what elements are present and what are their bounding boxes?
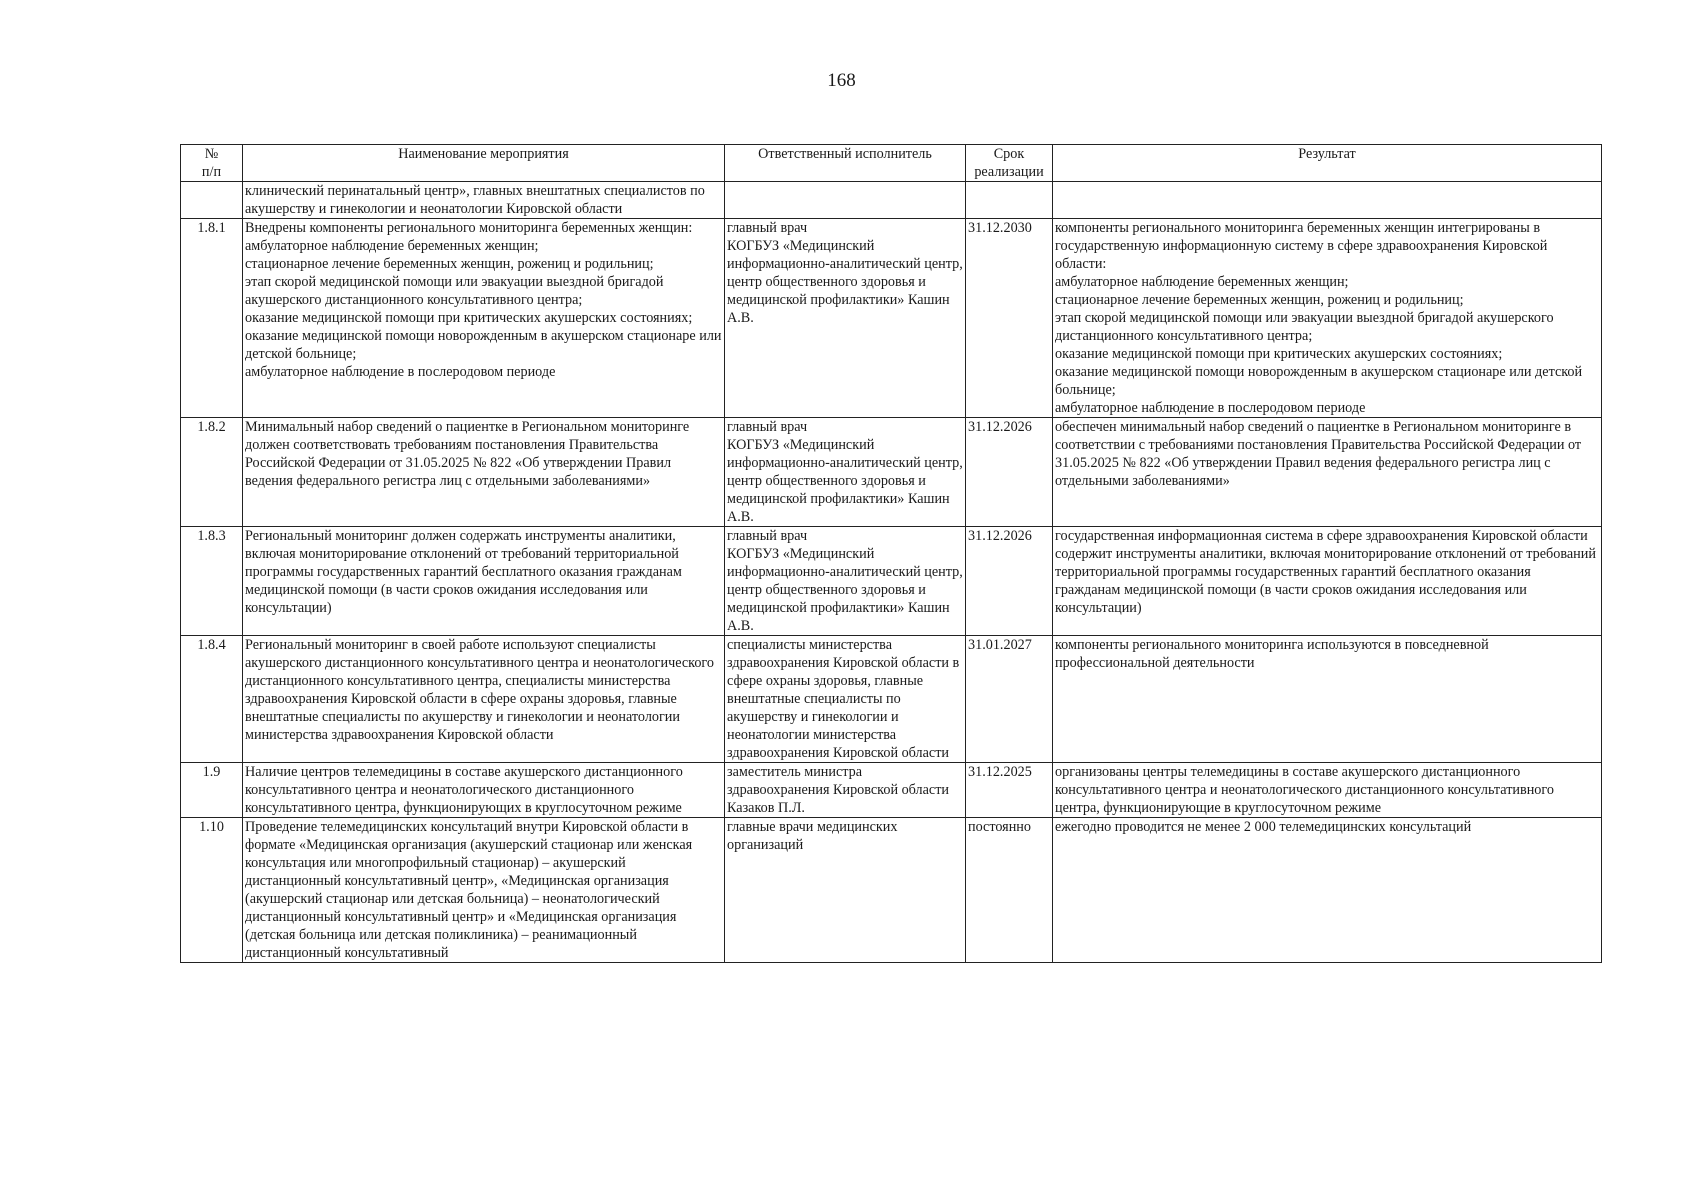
row-number: 1.8.1: [181, 219, 243, 418]
header-result-text: Результат: [1298, 146, 1356, 162]
header-result: [1053, 145, 1602, 182]
row-term: 31.12.2025: [966, 763, 1053, 818]
table-row: [181, 818, 1602, 963]
row-result: компоненты регионального мониторинга используются в повседневной профессиональной деятельности: [1053, 636, 1602, 763]
row-result: ежегодно проводится не менее 2 000 телемедицинских консультаций: [1053, 818, 1602, 963]
row-term: [966, 182, 1053, 219]
header-name-text: Наименование мероприятия: [398, 146, 569, 162]
row-responsible: главный врач КОГБУЗ «Медицинский информационно-аналитический центр, центр общественного здоровья и медицинской профилактики» Кашин А.В.: [725, 527, 966, 636]
row-name: клинический перинатальный центр», главных внештатных специалистов по акушерству и гинекологии и неонатологии Кировской области: [243, 182, 725, 219]
row-result: [1053, 182, 1602, 219]
header-name: [243, 145, 725, 182]
row-result: организованы центры телемедицины в составе акушерского дистанционного консультативного центра и неонатологического дистанционного консультативного центра, функционирующие в круглосуточном режиме: [1053, 763, 1602, 818]
row-responsible: главный врач КОГБУЗ «Медицинский информационно-аналитический центр, центр общественного здоровья и медицинской профилактики» Кашин А.В.: [725, 418, 966, 527]
page-number: 168: [827, 70, 856, 91]
table-row: [181, 527, 1602, 636]
row-name: Региональный мониторинг должен содержать инструменты аналитики, включая мониторирование отклонений от требований территориальной программы государственных гарантий бесплатного оказания гражданам медицинской помощи (в части сроков ожидания исследования или консультации): [243, 527, 725, 636]
row-responsible: главные врачи медицинских организаций: [725, 818, 966, 963]
row-number: 1.8.2: [181, 418, 243, 527]
header-number: [181, 145, 243, 182]
row-responsible: специалисты министерства здравоохранения Кировской области в сфере охраны здоровья, главные внештатные специалисты по акушерству и гинекологии и неонатологии министерства здравоохранения Кировской области: [725, 636, 966, 763]
table-row: [181, 636, 1602, 763]
row-result: компоненты регионального мониторинга беременных женщин интегрированы в государственную информационную систему в сфере здравоохранения Кировской области: амбулаторное наблюдение беременных женщин; стационарное лечение беременных женщин, рожениц и родильниц; этап скорой медицинской помощи или эвакуации выездной бригадой акушерского дистанционного консультативного центра; оказание медицинской помощи при критических акушерских состояниях; оказание медицинской помощи новорожденным в акушерском стационаре или детской больнице; амбулаторное наблюдение в послеродовом периоде: [1053, 219, 1602, 418]
row-name: Проведение телемедицинских консультаций внутри Кировской области в формате «Медицинская организация (акушерский стационар или женская консультация или многопрофильный стационар) – акушерский дистанционный консультативный центр», «Медицинская организация (акушерский стационар или детская больница) – неонатологический дистанционный консультативный центр» и «Медицинская организация (детская больница или детская поликлиника) – реанимационный дистанционный консультативный: [243, 818, 725, 963]
table-header-row: [181, 145, 1602, 182]
table-body: [181, 182, 1602, 963]
row-term: 31.12.2030: [966, 219, 1053, 418]
row-term: 31.12.2026: [966, 418, 1053, 527]
measures-table: [180, 144, 1602, 963]
row-responsible: [725, 182, 966, 219]
row-name: Внедрены компоненты регионального мониторинга беременных женщин: амбулаторное наблюдение беременных женщин; стационарное лечение беременных женщин, рожениц и родильниц; этап скорой медицинской помощи или эвакуации выездной бригадой акушерского дистанционного консультативного центра; оказание медицинской помощи при критических акушерских состояниях; оказание медицинской помощи новорожденным в акушерском стационаре или детской больнице; амбулаторное наблюдение в послеродовом периоде: [243, 219, 725, 418]
row-name: Региональный мониторинг в своей работе используют специалисты акушерского дистанционного консультативного центра и неонатологического дистанционного консультативного центра, специалисты министерства здравоохранения Кировской области в сфере охраны здоровья, главные внештатные специалисты по акушерству и гинекологии и неонатологии министерства здравоохранения Кировской области: [243, 636, 725, 763]
table-row: [181, 763, 1602, 818]
row-term: 31.01.2027: [966, 636, 1053, 763]
row-number: [181, 182, 243, 219]
row-term: 31.12.2026: [966, 527, 1053, 636]
table-row: [181, 418, 1602, 527]
row-term: постоянно: [966, 818, 1053, 963]
row-result: обеспечен минимальный набор сведений о пациентке в Региональном мониторинге в соответствии с требованиями постановления Правительства Российской Федерации от 31.05.2025 № 822 «Об утверждении Правил ведения федерального регистра лиц с отдельными заболеваниями»: [1053, 418, 1602, 527]
header-responsible-text: Ответственный исполнитель: [758, 146, 932, 162]
row-responsible: заместитель министра здравоохранения Кировской области Казаков П.Л.: [725, 763, 966, 818]
table-row: [181, 219, 1602, 418]
row-number: 1.8.3: [181, 527, 243, 636]
table-row: [181, 182, 1602, 219]
header-term: [966, 145, 1053, 182]
row-number: 1.8.4: [181, 636, 243, 763]
header-number-text: № п/п: [201, 146, 222, 180]
row-name: Наличие центров телемедицины в составе акушерского дистанционного консультативного центра и неонатологического дистанционного консультативного центра, функционирующих в круглосуточном режиме: [243, 763, 725, 818]
row-name: Минимальный набор сведений о пациентке в Региональном мониторинге должен соответствовать требованиям постановления Правительства Российской Федерации от 31.05.2025 № 822 «Об утверждении Правил ведения федерального регистра лиц с отдельными заболеваниями»: [243, 418, 725, 527]
header-term-text: Срок реализации: [974, 146, 1044, 180]
row-number: 1.9: [181, 763, 243, 818]
row-responsible: главный врач КОГБУЗ «Медицинский информационно-аналитический центр, центр общественного здоровья и медицинской профилактики» Кашин А.В.: [725, 219, 966, 418]
header-responsible: [725, 145, 966, 182]
row-number: 1.10: [181, 818, 243, 963]
row-result: государственная информационная система в сфере здравоохранения Кировской области содержит инструменты аналитики, включая мониторирование отклонений от требований территориальной программы государственных гарантий бесплатного оказания гражданам медицинской помощи (в части сроков ожидания исследования или консультации): [1053, 527, 1602, 636]
